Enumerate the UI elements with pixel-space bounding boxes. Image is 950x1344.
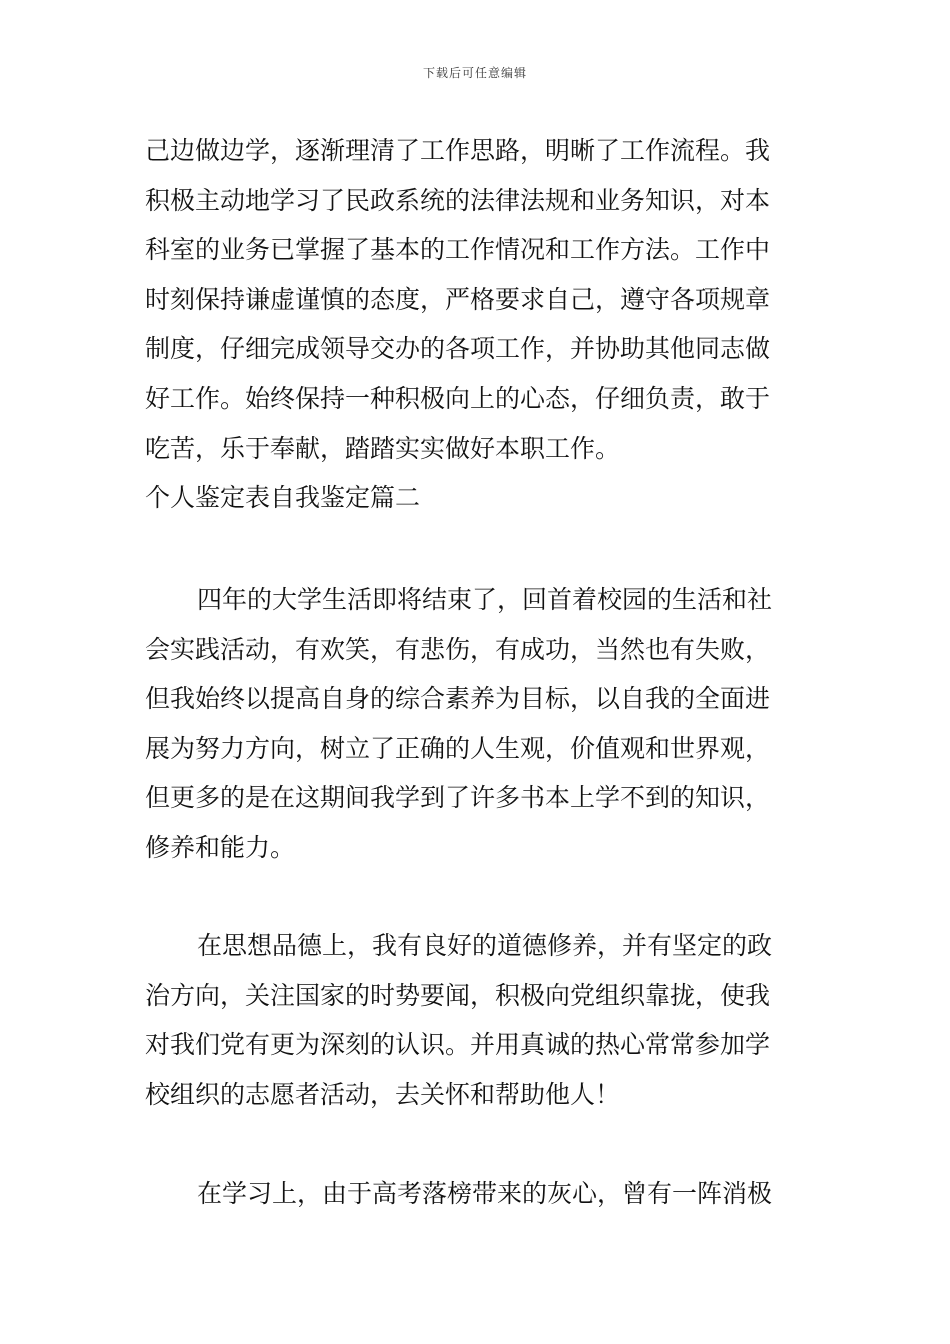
text-line: 但我始终以提高自身的综合素养为目标，以自我的全面进 — [145, 684, 771, 714]
text-line: 对我们党有更为深刻的认识。并用真诚的热心常常参加学 — [145, 1030, 771, 1060]
paragraph-study — [145, 1169, 815, 1219]
section-heading: 个人鉴定表自我鉴定篇二 — [145, 483, 421, 513]
text-line: 四年的大学生活即将结束了，回首着校园的生活和社 — [197, 585, 773, 614]
text-line: 校组织的志愿者活动，去关怀和帮助他人！ — [145, 1079, 621, 1109]
paragraph-continuation — [145, 126, 815, 523]
text-line: 在思想品德上，我有良好的道德修养，并有坚定的政 — [197, 931, 773, 960]
paragraph-moral-character — [145, 921, 815, 1119]
text-line: 积极主动地学习了民政系统的法律法规和业务知识，对本 — [145, 185, 771, 215]
paragraph-university-life — [145, 575, 815, 873]
text-line: 时刻保持谦虚谨慎的态度，严格要求自己，遵守各项规章 — [145, 284, 771, 314]
text-line: 己边做边学，逐渐理清了工作思路，明晰了工作流程。我 — [145, 136, 771, 165]
text-line: 制度，仔细完成领导交办的各项工作，并协助其他同志做 — [145, 334, 771, 364]
text-line: 在学习上，由于高考落榜带来的灰心，曾有一阵消极 — [197, 1179, 773, 1208]
text-line: 吃苦，乐于奉献，踏踏实实做好本职工作。 — [145, 433, 621, 463]
text-line: 治方向，关注国家的时势要闻，积极向党组织靠拢，使我 — [145, 980, 771, 1010]
text-line: 修养和能力。 — [145, 832, 296, 862]
text-line: 但更多的是在这期间我学到了许多书本上学不到的知识， — [145, 783, 771, 813]
text-line: 好工作。始终保持一种积极向上的心态，仔细负责，敢于 — [145, 383, 771, 413]
header-note: 下载后可任意编辑 — [422, 66, 527, 80]
text-line: 会实践活动，有欢笑，有悲伤，有成功，当然也有失败， — [145, 634, 771, 664]
text-line: 科室的业务已掌握了基本的工作情况和工作方法。工作中 — [145, 235, 771, 265]
text-line: 展为努力方向，树立了正确的人生观，价值观和世界观， — [145, 733, 771, 763]
